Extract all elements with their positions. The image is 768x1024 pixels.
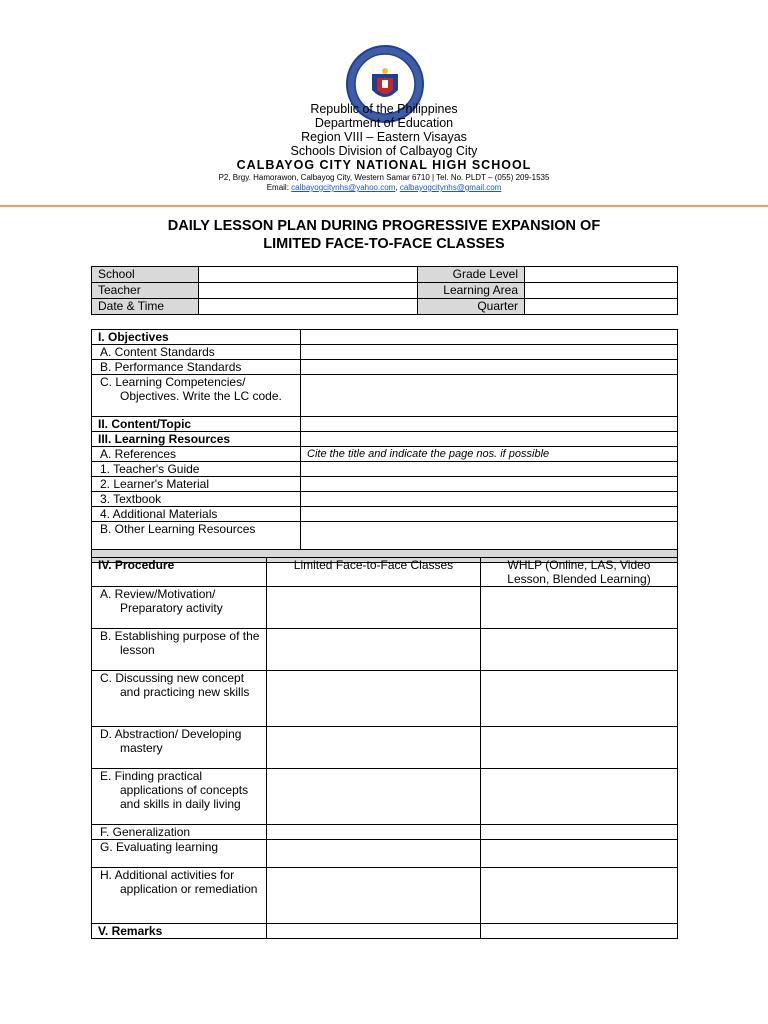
- procedure-table: [91, 557, 678, 939]
- doc-title-line1: DAILY LESSON PLAN DURING PROGRESSIVE EXPANSION OF: [167, 218, 601, 234]
- label-grade-level: Grade Level: [418, 267, 525, 283]
- cell-discussing-f2f[interactable]: [267, 671, 481, 727]
- email-separator: ,: [395, 183, 398, 192]
- row-additional-materials: 4. Additional Materials: [92, 507, 301, 522]
- row-learners-material: 2. Learner's Material: [92, 477, 301, 492]
- step-applications: E. Finding practical applications of concepts and skills in daily living: [92, 769, 267, 825]
- label-date-time: Date & Time: [92, 299, 199, 315]
- cell-purpose-f2f[interactable]: [267, 629, 481, 671]
- school-address: P2, Brgy. Hamorawon, Calbayog City, Western Samar 6710 | Tel. No. PLDT – (055) 209-1535: [218, 173, 550, 182]
- cell-applications-f2f[interactable]: [267, 769, 481, 825]
- cell-teachers-guide[interactable]: [301, 462, 678, 477]
- doc-title-line2: LIMITED FACE-TO-FACE CLASSES: [263, 236, 505, 252]
- cell-remarks-f2f[interactable]: [267, 924, 481, 939]
- cell-objectives[interactable]: [301, 330, 678, 345]
- school-name: CALBAYOG CITY NATIONAL HIGH SCHOOL: [236, 158, 532, 172]
- row-content-topic: II. Content/Topic: [92, 417, 301, 432]
- row-content-standards: A. Content Standards: [92, 345, 301, 360]
- field-grade-level[interactable]: [525, 267, 678, 283]
- cell-generalization-f2f[interactable]: [267, 825, 481, 840]
- row-performance-standards: B. Performance Standards: [92, 360, 301, 375]
- cell-content-topic[interactable]: [301, 417, 678, 432]
- row-textbook: 3. Textbook: [92, 492, 301, 507]
- header-region: Region VIII – Eastern Visayas: [301, 130, 467, 144]
- cell-performance-standards[interactable]: [301, 360, 678, 375]
- field-teacher[interactable]: [199, 283, 418, 299]
- cell-additional-materials[interactable]: [301, 507, 678, 522]
- cell-abstraction-whlp[interactable]: [481, 727, 678, 769]
- field-school[interactable]: [199, 267, 418, 283]
- cell-additional-f2f[interactable]: [267, 868, 481, 924]
- header-department: Department of Education: [314, 116, 454, 130]
- field-quarter[interactable]: [525, 299, 678, 315]
- row-other-resources: B. Other Learning Resources: [92, 522, 301, 550]
- header-divider: [0, 205, 768, 207]
- step-additional-activities: H. Additional activities for application or remediation: [92, 868, 267, 924]
- header-division: Schools Division of Calbayog City: [290, 144, 478, 158]
- col-header-whlp: WHLP (Online, LAS, Video Lesson, Blended Learning): [481, 558, 678, 587]
- label-learning-area: Learning Area: [418, 283, 525, 299]
- cell-discussing-whlp[interactable]: [481, 671, 678, 727]
- procedure-heading: IV. Procedure: [92, 558, 267, 587]
- label-school: School: [92, 267, 199, 283]
- row-objectives: I. Objectives: [92, 330, 301, 345]
- header-republic: Republic of the Philippines: [310, 102, 458, 116]
- email-link-yahoo[interactable]: calbayogcitynhs@yahoo.com: [291, 183, 396, 192]
- references-note: Cite the title and indicate the page nos. if possible: [301, 447, 678, 462]
- cell-generalization-whlp[interactable]: [481, 825, 678, 840]
- cell-additional-whlp[interactable]: [481, 868, 678, 924]
- col-header-f2f: Limited Face-to-Face Classes: [267, 558, 481, 587]
- cell-applications-whlp[interactable]: [481, 769, 678, 825]
- cell-evaluating-f2f[interactable]: [267, 840, 481, 868]
- cell-review-whlp[interactable]: [481, 587, 678, 629]
- cell-abstraction-f2f[interactable]: [267, 727, 481, 769]
- info-table: [91, 266, 678, 315]
- cell-learning-resources[interactable]: [301, 432, 678, 447]
- step-review: A. Review/Motivation/ Preparatory activity: [92, 587, 267, 629]
- label-teacher: Teacher: [92, 283, 199, 299]
- step-discussing: C. Discussing new concept and practicing new skills: [92, 671, 267, 727]
- plan-table: [91, 329, 678, 563]
- step-generalization: F. Generalization: [92, 825, 267, 840]
- cell-purpose-whlp[interactable]: [481, 629, 678, 671]
- step-abstraction: D. Abstraction/ Developing mastery: [92, 727, 267, 769]
- school-email: [0, 183, 768, 192]
- email-label: Email:: [266, 183, 289, 192]
- cell-review-f2f[interactable]: [267, 587, 481, 629]
- email-link-gmail[interactable]: calbayogcitynhs@gmail.com: [399, 183, 502, 192]
- row-learning-resources: III. Learning Resources: [92, 432, 301, 447]
- cell-remarks-whlp[interactable]: [481, 924, 678, 939]
- step-evaluating: G. Evaluating learning: [92, 840, 267, 868]
- cell-textbook[interactable]: [301, 492, 678, 507]
- row-learning-competencies: C. Learning Competencies/ Objectives. Write the LC code.: [92, 375, 301, 417]
- cell-learning-competencies[interactable]: [301, 375, 678, 417]
- row-references: A. References: [92, 447, 301, 462]
- cell-other-resources[interactable]: [301, 522, 678, 550]
- cell-evaluating-whlp[interactable]: [481, 840, 678, 868]
- step-purpose: B. Establishing purpose of the lesson: [92, 629, 267, 671]
- cell-learners-material[interactable]: [301, 477, 678, 492]
- cell-content-standards[interactable]: [301, 345, 678, 360]
- label-quarter: Quarter: [418, 299, 525, 315]
- field-learning-area[interactable]: [525, 283, 678, 299]
- row-remarks: V. Remarks: [92, 924, 267, 939]
- field-date-time[interactable]: [199, 299, 418, 315]
- row-teachers-guide: 1. Teacher's Guide: [92, 462, 301, 477]
